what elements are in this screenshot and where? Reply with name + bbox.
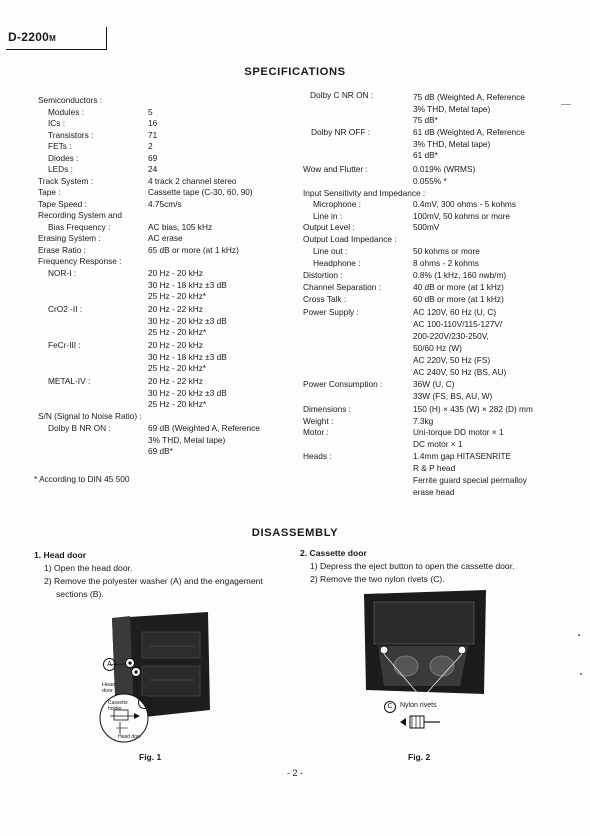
spec-value: 69	[148, 152, 158, 163]
model-number	[8, 30, 56, 44]
spec-value: 0.8% (1 kHz, 160 nwb/m)	[413, 270, 507, 280]
cassette-door-step: 2) Remove the two nylon rivets (C).	[310, 574, 445, 584]
spec-value: 30 Hz - 20 kHz ±3 dB	[148, 387, 227, 398]
scan-dot	[578, 634, 580, 636]
spec-value: 150 (H) × 435 (W) × 282 (D) mm	[413, 403, 533, 414]
spec-value: 25 Hz - 20 kHz*	[148, 327, 207, 337]
spec-value: 7.3kg	[413, 415, 434, 426]
footnote: * According to DIN 45 500	[34, 474, 130, 484]
spec-value: 3% THD, Metal tape)	[413, 103, 491, 114]
spec-label: Dolby NR OFF :	[311, 127, 371, 137]
spec-label: Frequency Response :	[38, 256, 122, 266]
spec-value: 25 Hz - 20 kHz*	[148, 399, 207, 409]
head-door-step: 2) Remove the polyester washer (A) and the engagement	[44, 576, 263, 586]
spec-value: 4.75cm/s	[148, 198, 182, 209]
spec-value: 200-220V/230-250V,	[413, 330, 489, 341]
fig1-caption: Fig. 1	[139, 752, 162, 762]
spec-value: 3% THD, Metal tape)	[413, 138, 491, 149]
spec-label: CrO2 -II :	[48, 304, 83, 314]
disassembly-title: DISASSEMBLY	[251, 527, 339, 539]
specifications-title: SPECIFICATIONS	[244, 66, 346, 78]
spec-label: NOR-I :	[48, 268, 77, 278]
head-door-step: sections (B).	[56, 589, 104, 599]
spec-label: Diodes :	[48, 152, 79, 163]
spec-value: AC 240V, 50 Hz (BS, AU)	[413, 367, 507, 377]
spec-value: 30 Hz - 18 kHz ±3 dB	[148, 351, 227, 362]
spec-label: Dolby B NR ON :	[48, 423, 111, 433]
spec-value: 40 dB or more (at 1 kHz)	[413, 282, 504, 292]
spec-value: AC 120V, 60 Hz (U, C)	[413, 306, 497, 317]
spec-label: Wow and Flutter :	[303, 164, 368, 174]
label-b: B	[138, 696, 151, 709]
spec-label: Cross Talk :	[303, 294, 347, 304]
cassette-holder-label: Cassette holder	[108, 700, 128, 712]
spec-label: Output Level :	[303, 222, 355, 232]
spec-label: LEDs :	[48, 164, 73, 174]
spec-value: 16	[148, 118, 158, 128]
figure-1	[90, 610, 215, 745]
spec-label: Power Supply :	[303, 306, 359, 317]
spec-value: 61 dB*	[413, 150, 438, 160]
spec-value: 20 Hz - 22 kHz	[148, 376, 203, 386]
spec-value: 4 track 2 channel stereo	[148, 175, 237, 186]
spec-value: 65 dB or more (at 1 kHz)	[148, 244, 239, 255]
spec-value: 60 dB or more (at 1 kHz)	[413, 294, 504, 304]
spec-label: Erasing System :	[38, 233, 101, 243]
spec-value: 100mV, 50 kohms or more	[413, 210, 510, 221]
spec-value: 24	[148, 164, 158, 174]
spec-label: METAL-IV :	[48, 376, 91, 386]
spec-value: erase head	[413, 487, 455, 497]
spec-label: Semiconductors :	[38, 95, 103, 105]
spec-value: AC erase	[148, 233, 183, 243]
spec-value: Ferrite guard special permalloy	[413, 475, 527, 485]
spec-label: Line out :	[313, 246, 348, 256]
head-door-illustration	[90, 610, 215, 745]
cassette-door-heading: 2. Cassette door	[300, 548, 367, 558]
spec-value: AC 100-110V/115-127V/	[413, 318, 503, 329]
spec-value: 75 dB (Weighted A, Reference	[413, 92, 525, 102]
spec-label: FeCr-III :	[48, 340, 81, 350]
spec-value: 20 Hz - 20 kHz	[148, 268, 203, 278]
spec-value: AC 220V, 50 Hz (FS)	[413, 355, 491, 365]
head-door-label: Head door	[102, 682, 116, 694]
spec-value: 5	[148, 106, 153, 117]
spec-value: 36W (U, C)	[413, 379, 455, 389]
spec-label: FETs :	[48, 141, 72, 151]
spec-label: Power Consumption :	[303, 379, 383, 389]
cassette-door-step: 1) Depress the eject button to open the cassette door.	[310, 561, 515, 571]
model-suffix: M	[49, 34, 57, 43]
spec-value: Uni-torque DD motor × 1	[413, 427, 504, 437]
spec-value: 25 Hz - 20 kHz*	[148, 291, 207, 301]
spec-label: Weight :	[303, 415, 334, 426]
spec-value: 3% THD, Metal tape)	[148, 434, 226, 445]
model-name: D-2200	[8, 30, 50, 44]
spec-value: DC motor × 1	[413, 439, 463, 449]
spec-value: 69 dB (Weighted A, Reference	[148, 423, 260, 433]
page-number: - 2 -	[286, 768, 303, 778]
spec-value: 71	[148, 129, 158, 140]
spec-value: 30 Hz - 20 kHz ±3 dB	[148, 315, 227, 326]
spec-label: Input Sensitivity and Impedance :	[303, 187, 426, 198]
spec-label: Motor :	[303, 427, 329, 437]
spec-value: 500mV	[413, 222, 440, 232]
spec-value: 50/60 Hz (W)	[413, 343, 462, 353]
head-door-label-2: Head door	[118, 734, 142, 740]
spec-label: Track System :	[38, 175, 94, 186]
spec-label: ICs :	[48, 118, 66, 128]
spec-value: 20 Hz - 20 kHz	[148, 340, 203, 350]
cassette-door-illustration	[360, 590, 490, 740]
spec-value: 25 Hz - 20 kHz*	[148, 363, 207, 373]
spec-label: Line in :	[313, 210, 343, 221]
spec-label: Tape Speed :	[38, 198, 87, 209]
head-door-heading: 1. Head door	[34, 550, 87, 560]
spec-value: 0.019% (WRMS)	[413, 164, 476, 174]
spec-value: 1.4mm gap HITASENRITE	[413, 451, 512, 461]
spec-value: AC bias, 105 kHz	[148, 221, 213, 232]
spec-value: 0.055% *	[413, 176, 447, 186]
spec-label: Distortion :	[303, 270, 343, 280]
spec-label: Channel Separation :	[303, 282, 381, 292]
head-door-step: 1) Open the head door.	[44, 563, 133, 573]
spec-label: Bias Frequency :	[48, 221, 111, 232]
spec-label: Tape :	[38, 187, 61, 197]
spec-value: 69 dB*	[148, 446, 173, 456]
spec-value: 0.4mV, 300 ohms - 5 kohms	[413, 199, 516, 209]
spec-value: 61 dB (Weighted A, Reference	[413, 127, 525, 137]
spec-label: Output Load Impedance :	[303, 234, 397, 244]
label-c: C	[384, 701, 396, 713]
spec-label: Erase Ratio :	[38, 244, 86, 255]
spec-value: 8 ohms - 2 kohms	[413, 258, 479, 268]
spec-value: R & P head	[413, 463, 456, 473]
spec-label: Transistors :	[48, 129, 94, 140]
spec-value: 50 kohms or more	[413, 246, 480, 256]
label-a: A	[103, 658, 116, 671]
spec-value: 33W (FS, BS, AU, W)	[413, 391, 493, 401]
spec-label: Dolby C NR ON :	[310, 90, 374, 100]
scan-dot	[580, 673, 582, 675]
spec-value: Cassette tape (C-30, 60, 90)	[148, 187, 253, 197]
figure-2	[360, 590, 490, 740]
fig2-caption: Fig. 2	[408, 752, 431, 762]
spec-label: S/N (Signal to Noise Ratio) :	[38, 411, 142, 421]
spec-label: Microphone :	[313, 199, 361, 209]
spec-value: 20 Hz - 22 kHz	[148, 304, 203, 314]
spec-label: Dimensions :	[303, 403, 351, 414]
spec-value: 2	[148, 141, 153, 151]
scan-mark	[561, 104, 571, 105]
spec-label: Headphone :	[313, 258, 361, 268]
spec-label: Recording System and	[38, 210, 122, 220]
spec-value: 75 dB*	[413, 115, 438, 125]
spec-value: 30 Hz - 18 kHz ±3 dB	[148, 279, 227, 290]
spec-label: Heads :	[303, 451, 332, 461]
spec-label: Modules :	[48, 106, 84, 117]
nylon-rivets-label: Nylon rivets	[400, 702, 437, 709]
